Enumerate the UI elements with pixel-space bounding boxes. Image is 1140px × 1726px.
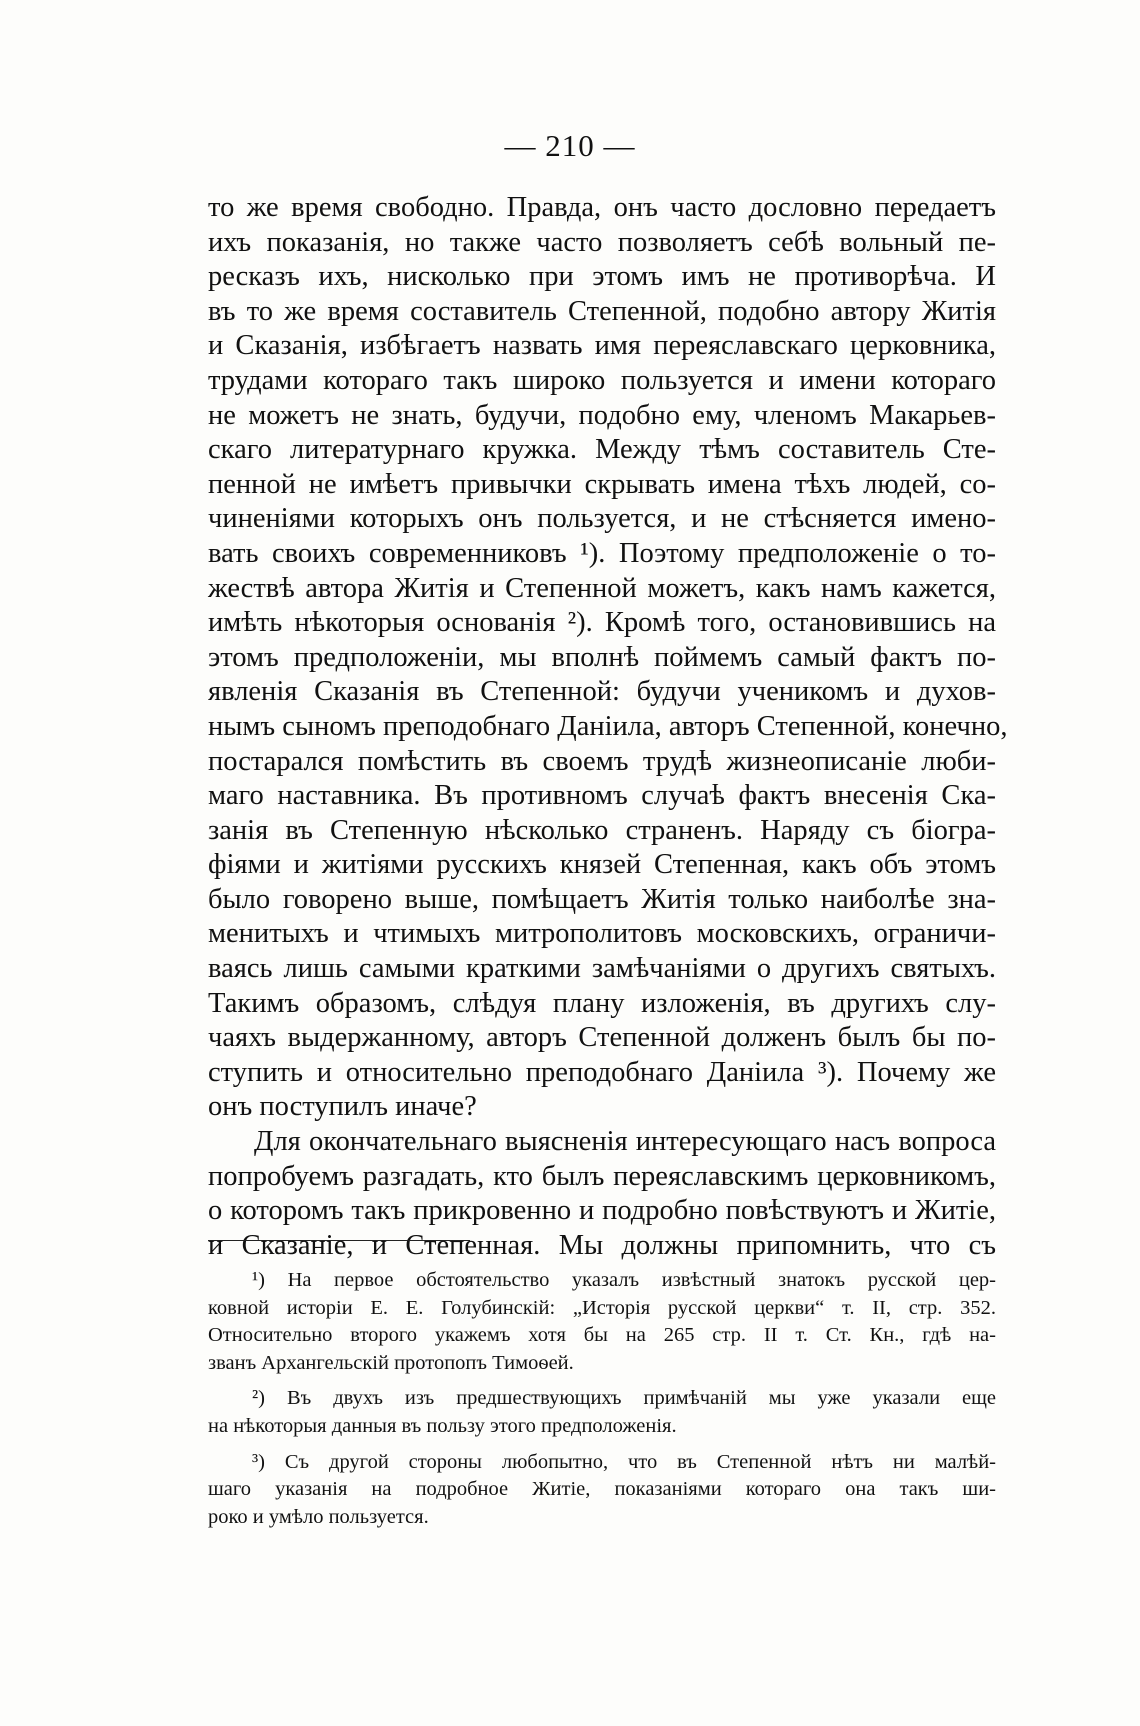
text-line: чаяхъ выдержанному, авторъ Степенной долженъ былъ бы по- <box>208 1022 996 1054</box>
text-line: ваясь лишь самыми краткими замѣчаніями о другихъ святыхъ. <box>208 953 996 985</box>
text-line: и Сказаніе, и Степенная. Мы должны припомнить, что съ <box>208 1229 996 1261</box>
footnote-line: ²) Въ двухъ изъ предшествующихъ примѣчаній мы уже указали еще <box>252 1387 996 1410</box>
text-line: въ то же время составитель Степенной, подобно автору Житія <box>208 295 996 327</box>
text-line: этомъ предположеніи, мы вполнѣ поймемъ самый фактъ по- <box>208 641 996 673</box>
footnotes <box>208 1267 996 1531</box>
text-line: нымъ сыномъ преподобнаго Даніила, авторъ Степенной, конечно, <box>208 710 1008 742</box>
footnote-2 <box>208 1385 996 1440</box>
text-line: имѣть нѣкоторыя основанія ²). Кромѣ того, остановившись на <box>208 607 996 639</box>
text-line: скаго литературнаго кружка. Между тѣмъ составитель Сте- <box>208 434 996 466</box>
footnote-1 <box>208 1267 996 1377</box>
text-line: ступить и относительно преподобнаго Даніила ³). Почему же <box>208 1056 996 1088</box>
text-line: явленія Сказанія въ Степенной: будучи ученикомъ и духов- <box>208 676 996 708</box>
text-line: ихъ показанія, но также часто позволяетъ себѣ вольный пе- <box>208 226 996 258</box>
text-line: менитыхъ и чтимыхъ митрополитовъ московскихъ, ограничи- <box>208 918 996 950</box>
text-line: не можетъ не знать, будучи, подобно ему, членомъ Макарьев- <box>208 399 996 431</box>
footnote-separator <box>208 1240 470 1241</box>
footnote-line: на нѣкоторыя данныя въ пользу этого предположенія. <box>208 1414 677 1437</box>
footnote-line: ковной исторіи Е. Е. Голубинскій: „Исторія русской церкви“ т. II, стр. 352. <box>208 1296 996 1319</box>
footnote-line: ¹) На первое обстоятельство указалъ извѣстный знатокъ русской цер- <box>252 1269 996 1291</box>
text-line: то же время свободно. Правда, онъ часто дословно передаетъ <box>208 192 996 223</box>
text-line: чиненіями которыхъ онъ пользуется, и не стѣсняется имено- <box>208 503 996 535</box>
text-line: жествѣ автора Житія и Степенной можетъ, какъ намъ кажется, <box>208 572 996 604</box>
text-line: вать своихъ современниковъ ¹). Поэтому предположеніе о то- <box>208 537 996 569</box>
footnote-gap <box>208 1377 996 1385</box>
text-line: маго наставника. Въ противномъ случаѣ фактъ внесенія Ска- <box>208 780 996 812</box>
text-line: трудами котораго такъ широко пользуется и имени котораго <box>208 364 996 396</box>
footnote-gap <box>208 1441 996 1449</box>
paragraph-end-line: онъ поступилъ иначе? <box>208 1091 477 1123</box>
text-line: постарался помѣстить въ своемъ трудѣ жизнеописаніе люби- <box>208 745 996 777</box>
text-line: ресказъ ихъ, нисколько при этомъ имъ не противорѣча. И <box>208 261 996 293</box>
footnote-line: Относительно второго укажемъ хотя бы на 265 стр. II т. Ст. Кн., гдѣ на- <box>208 1324 996 1347</box>
text-line: о которомъ такъ прикровенно и подробно повѣствуютъ и Житіе, <box>208 1195 996 1227</box>
footnote-line: ³) Съ другой стороны любопытно, что въ Степенной нѣтъ ни малѣй- <box>252 1450 996 1473</box>
text-line: занія въ Степенную нѣсколько страненъ. Наряду съ біогра- <box>208 814 996 846</box>
text-line: попробуемъ разгадать, кто былъ переяславскимъ церковникомъ, <box>208 1160 996 1192</box>
text-line: Такимъ образомъ, слѣдуя плану изложенія, въ другихъ слу- <box>208 987 996 1019</box>
text-line: и Сказанія, избѣгаетъ назвать имя переяславскаго церковника, <box>208 330 996 362</box>
text-line: фіями и житіями русскихъ князей Степенная, какъ объ этомъ <box>208 849 996 881</box>
text-line: было говорено выше, помѣщаетъ Житія только наиболѣе зна- <box>208 883 996 915</box>
paragraph-start-line: Для окончательнаго выясненія интересующаго насъ вопроса <box>254 1126 996 1158</box>
footnote-line: роко и умѣло пользуется. <box>208 1505 429 1528</box>
text-line: пенной не имѣетъ привычки скрывать имена тѣхъ людей, со- <box>208 468 996 500</box>
page-number: — 210 — <box>504 128 636 163</box>
main-text <box>208 191 1008 1263</box>
footnote-line: шаго указанія на подробное Житіе, показаніями котораго она такъ ши- <box>208 1478 996 1501</box>
footnote-3 <box>208 1449 996 1532</box>
footnote-line: званъ Архангельскій протопопъ Тимоѳей. <box>208 1351 574 1374</box>
